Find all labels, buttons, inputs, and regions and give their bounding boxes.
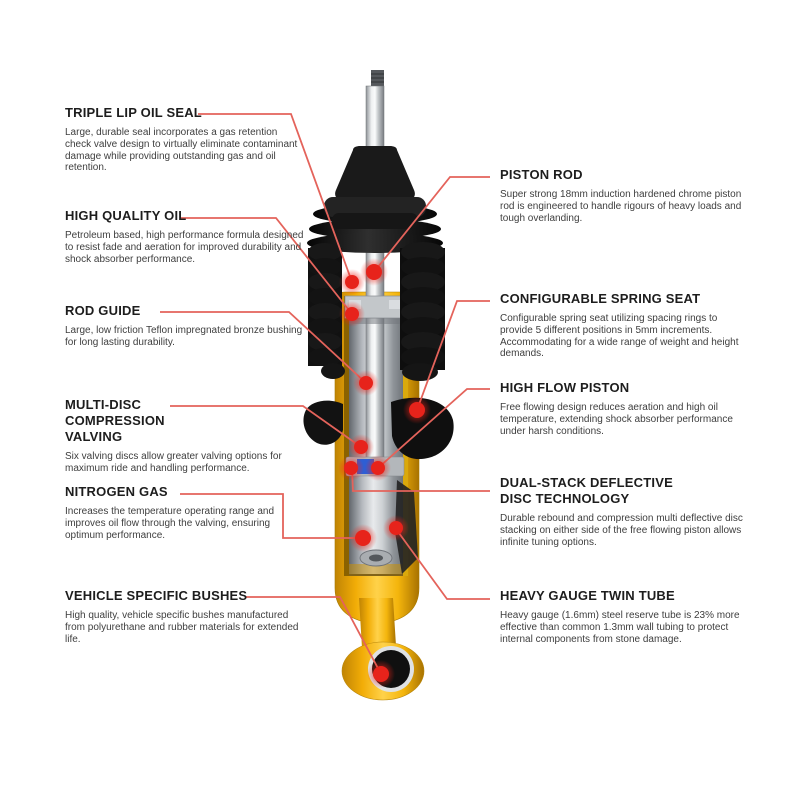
callout-nitrogen-gas [65,484,305,541]
callout-title: ROD GUIDE [65,303,141,318]
top-mount-cone [335,146,415,201]
callout-dual-stack-deflective-disc-technology [500,475,744,548]
callout-title: TRIPLE LIP OIL SEAL [65,105,202,120]
base-valve-bolt [369,555,383,562]
callout-description: Configurable spring seat utilizing spacing rings to provide 5 different positions in 5mm increments. Accommodating for a wide range of weight and height demands. [500,313,739,360]
marker-dot-high-quality-oil [339,301,365,327]
callout-rod-guide [65,303,305,349]
callout-title: PISTON ROD [500,167,583,182]
spring-seat-wing-left [303,401,343,445]
callout-description: Heavy gauge (1.6mm) steel reserve tube is 23% more effective than common 1.3mm wall tubing to protect internal components from stone damage. [500,610,740,645]
callout-title: HEAVY GAUGE TWIN TUBE [500,588,675,603]
marker-dot-vehicle-bushes [367,660,395,688]
callout-title: MULTI-DISC COMPRESSION VALVING [65,397,165,444]
callout-description: Durable rebound and compression multi deflective disc stacking on either side of the free flowing piston allows infinite tuning options. [500,513,743,548]
marker-dot-rod-guide [353,370,379,396]
callout-description: Petroleum based, high performance formula designed to resist fade and aeration for improved durability and shock absorber performance. [65,230,304,265]
callout-vehicle-specific-bushes [65,588,305,645]
callout-title: NITROGEN GAS [65,484,168,499]
marker-dot-high-flow-piston [365,455,391,481]
callout-description: Large, low friction Teflon impregnated bronze bushing for long lasting durability. [65,325,303,348]
lower-stem [359,598,396,648]
callout-triple-lip-oil-seal [65,105,305,174]
marker-dot-nitrogen-gas [349,524,377,552]
marker-dot-heavy-gauge [383,515,409,541]
top-mount-neck [332,213,418,229]
callout-description: Free flowing design reduces aeration and high oil temperature, extending shock absorber performance under harsh conditions. [500,402,733,437]
callout-title: CONFIGURABLE SPRING SEAT [500,291,701,306]
callout-description: Six valving discs allow greater valving options for maximum ride and handling performance. [65,451,282,474]
callout-title: HIGH QUALITY OIL [65,208,187,223]
marker-dot-piston-rod [360,258,388,286]
marker-dot-spring-seat [403,396,431,424]
callout-description: Increases the temperature operating range and improves oil flow through the valving, ensuring optimum performance. [65,506,275,541]
callout-title: VEHICLE SPECIFIC BUSHES [65,588,248,603]
rod-guide-detail-right [389,300,401,309]
callout-title: HIGH FLOW PISTON [500,380,630,395]
callout-heavy-gauge-twin-tube [500,588,744,645]
callout-description: High quality, vehicle specific bushes manufactured from polyurethane and rubber materials for extended life. [65,610,299,645]
callout-piston-rod [500,167,744,224]
callout-description: Large, durable seal incorporates a gas retention check valve design to virtually eliminate contaminant damage while providing outstanding gas and oil retention. [65,127,298,174]
callout-description: Super strong 18mm induction hardened chrome piston rod is engineered to handle rigours of heavy loads and tough overlanding. [500,189,742,224]
callout-high-flow-piston [500,380,744,437]
callout-title: DUAL-STACK DEFLECTIVE DISC TECHNOLOGY [500,475,673,506]
callout-configurable-spring-seat [500,291,744,360]
callout-multi-disc-compression-valving [65,397,305,475]
boot-right-side [400,242,445,381]
callout-high-quality-oil [65,208,305,265]
marker-dot-dual-stack [338,455,364,481]
